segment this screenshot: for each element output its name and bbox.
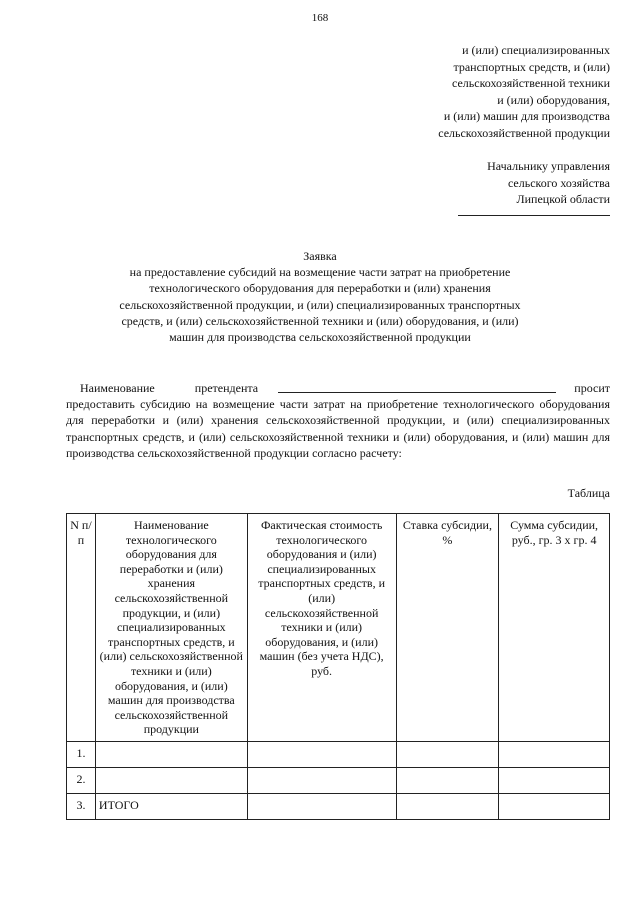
addressee-line: Начальнику управления [487,159,610,173]
header-line: сельскохозяйственной техники [452,76,610,90]
row-number: 1. [67,741,96,767]
table-row-total [67,793,610,819]
header-number: N п/п [67,514,96,742]
title-line: машин для производства сельскохозяйственной продукции [169,330,471,345]
cell-total-label: ИТОГО [95,793,247,819]
table-header-row [67,514,610,742]
header-line: и (или) оборудования, [497,92,610,107]
title-line: средств, и (или) сельскохозяйственной техники и (или) оборудования, и (или) [121,313,519,328]
header-line: транспортных средств, и (или) [453,59,610,74]
applicant-name-field[interactable] [278,391,556,393]
header-actual-cost: Фактическая стоимость технологического оборудования и (или) специализированных транспортных средств, и (или) сельскохозяйственной техники и (или) оборудования, и (или) машин (без учета НДС), руб. [247,514,396,742]
header-subsidy-rate: Ставка субсидии, % [396,514,499,742]
title-line: сельскохозяйственной продукции, и (или) специализированных транспортных [119,297,521,312]
header-line: и (или) специализированных [462,43,610,57]
application-body [66,380,610,461]
body-text: предоставить субсидию на возмещение части затрат на приобретение технологического оборудования для переработки и (или) хранения сельскохозяйственной продукции, и (или) специализированных транспортных средств, и (или) сельскохозяйственной техники и (или) оборудования, и (или) машин для производства сельскохозяйственной продукции согласно расчету: [66,397,610,460]
cell-subsidy-rate[interactable] [396,767,499,793]
cell-subsidy-amount[interactable] [499,767,610,793]
addressee-line: Липецкой области [516,192,610,206]
header-line: сельскохозяйственной продукции [438,125,610,140]
addressee-signature-line [458,215,610,216]
cell-total-rate[interactable] [396,793,499,819]
addressee-line: сельского хозяйства [507,175,610,190]
header-line: и (или) машин для производства [443,109,610,123]
addressee-block [487,158,610,208]
header-equipment-name: Наименование технологического оборудования для переработки и (или) хранения сельскохозяйственной продукции, и (или) специализированных транспортных средств, и (или) сельскохозяйственной техники и (или) оборудования, и (или) машин для производства сельскохозяйственной продукции [95,514,247,742]
cell-total-amount[interactable] [499,793,610,819]
table-row [67,741,610,767]
cell-total-cost[interactable] [247,793,396,819]
table-caption: Таблица [567,486,610,500]
applicant-label-2: претендента [194,381,259,395]
cell-subsidy-rate[interactable] [396,741,499,767]
row-number: 2. [67,767,96,793]
table-row [67,767,610,793]
applicant-label: Наименование [80,381,155,395]
cell-subsidy-amount[interactable] [499,741,610,767]
applicant-line [66,380,610,396]
title-line: на предоставление субсидий на возмещение части затрат на приобретение [129,265,511,280]
page-number: 168 [311,12,329,24]
title-line: технологического оборудования для переработки и (или) хранения [149,281,491,296]
requests-word: просит [574,381,610,395]
application-title [90,248,550,345]
title-heading: Заявка [303,249,337,263]
document-header [438,42,610,141]
header-subsidy-amount: Сумма субсидии, руб., гр. 3 x гр. 4 [499,514,610,742]
cell-equipment-name[interactable] [95,767,247,793]
subsidy-table [66,513,610,820]
cell-actual-cost[interactable] [247,767,396,793]
row-number: 3. [67,793,96,819]
cell-actual-cost[interactable] [247,741,396,767]
cell-equipment-name[interactable] [95,741,247,767]
